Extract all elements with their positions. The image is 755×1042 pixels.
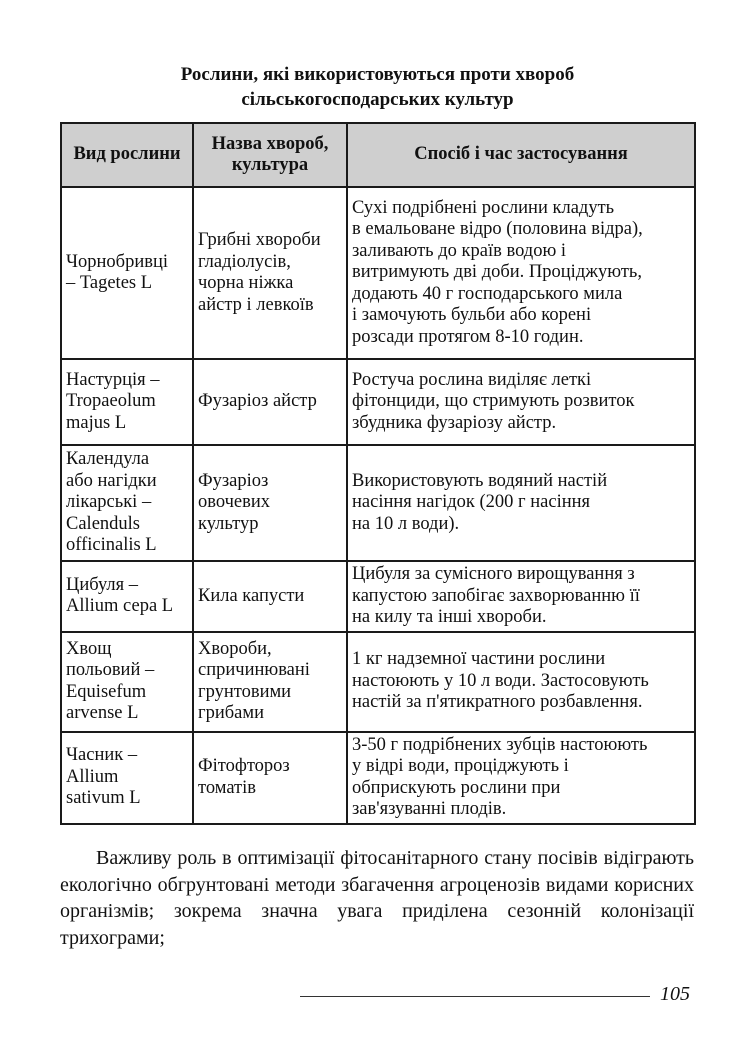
disease-cell: Грибні хвороби гладіолусів, чорна ніжка айстр і левкоїв <box>193 187 347 359</box>
method-cell: 3-50 г подрібнених зубців настоюють у відрі води, проціджують і обприскують рослини при зав'язуванні плодів. <box>347 732 695 824</box>
table-row <box>61 732 695 824</box>
method-cell: Сухі подрібнені рослини кладуть в емальоване відро (половина відра), заливають до країв водою і витримують дві доби. Проціджують, додають 40 г господарського мила і замочують бульби або корені розсади протягом 8-10 годин. <box>347 187 695 359</box>
table-row <box>61 632 695 732</box>
method-cell: Цибуля за сумісного вирощування з капустою запобігає захворюванню її на килу та інші хвороби. <box>347 561 695 632</box>
plant-cell: Цибуля – Allium сера L <box>61 561 193 632</box>
plant-cell: Настурція – Tropaeolum majus L <box>61 359 193 445</box>
table-title-line-1: Рослини, які використовуються проти хвороб <box>180 64 575 85</box>
plant-cell: Чорнобривці – Tagetes L <box>61 187 193 359</box>
disease-cell: Хвороби, спричинювані грунтовими грибами <box>193 632 347 732</box>
header-method: Спосіб і час застосування <box>347 123 695 187</box>
table-row <box>61 445 695 561</box>
disease-cell: Фузаріоз овочевих культур <box>193 445 347 561</box>
footer-rule <box>300 996 650 997</box>
disease-cell: Фузаріоз айстр <box>193 359 347 445</box>
plant-cell: Часник – Allium sativum L <box>61 732 193 824</box>
table-row <box>61 359 695 445</box>
table-title <box>60 62 695 112</box>
disease-cell: Фітофтороз томатів <box>193 732 347 824</box>
table-title-line-2: сільськогосподарських культур <box>241 89 514 110</box>
method-cell: Використовують водяний настій насіння нагідок (200 г насіння на 10 л води). <box>347 445 695 561</box>
plant-cell: Хвощ польовий – Equisefum arvense L <box>61 632 193 732</box>
table-row <box>61 187 695 359</box>
page-number: 105 <box>660 983 690 1005</box>
body-paragraph: Важливу роль в оптимізації фітосанітарного стану посівів відіграють екологічно обгрунтовані методи збагачення агроценозів видами корисних організмів; зокрема значна увага приділена сезонній колонізації трихограми; <box>60 847 694 949</box>
disease-cell: Кила капусти <box>193 561 347 632</box>
plant-cell: Календула або нагідки лікарські – Calenduls officinalis L <box>61 445 193 561</box>
plants-table <box>60 122 696 825</box>
header-plant-species: Вид рослини <box>61 123 193 187</box>
table-row <box>61 561 695 632</box>
method-cell: 1 кг надземної частини рослини настоюють у 10 л води. Застосовують настій за п'ятикратного розбавлення. <box>347 632 695 732</box>
method-cell: Ростуча рослина виділяє леткі фітонциди, що стримують розвиток збудника фузаріозу айстр. <box>347 359 695 445</box>
table-header-row <box>61 123 695 187</box>
header-disease-crop: Назва хвороб, культура <box>193 123 347 187</box>
